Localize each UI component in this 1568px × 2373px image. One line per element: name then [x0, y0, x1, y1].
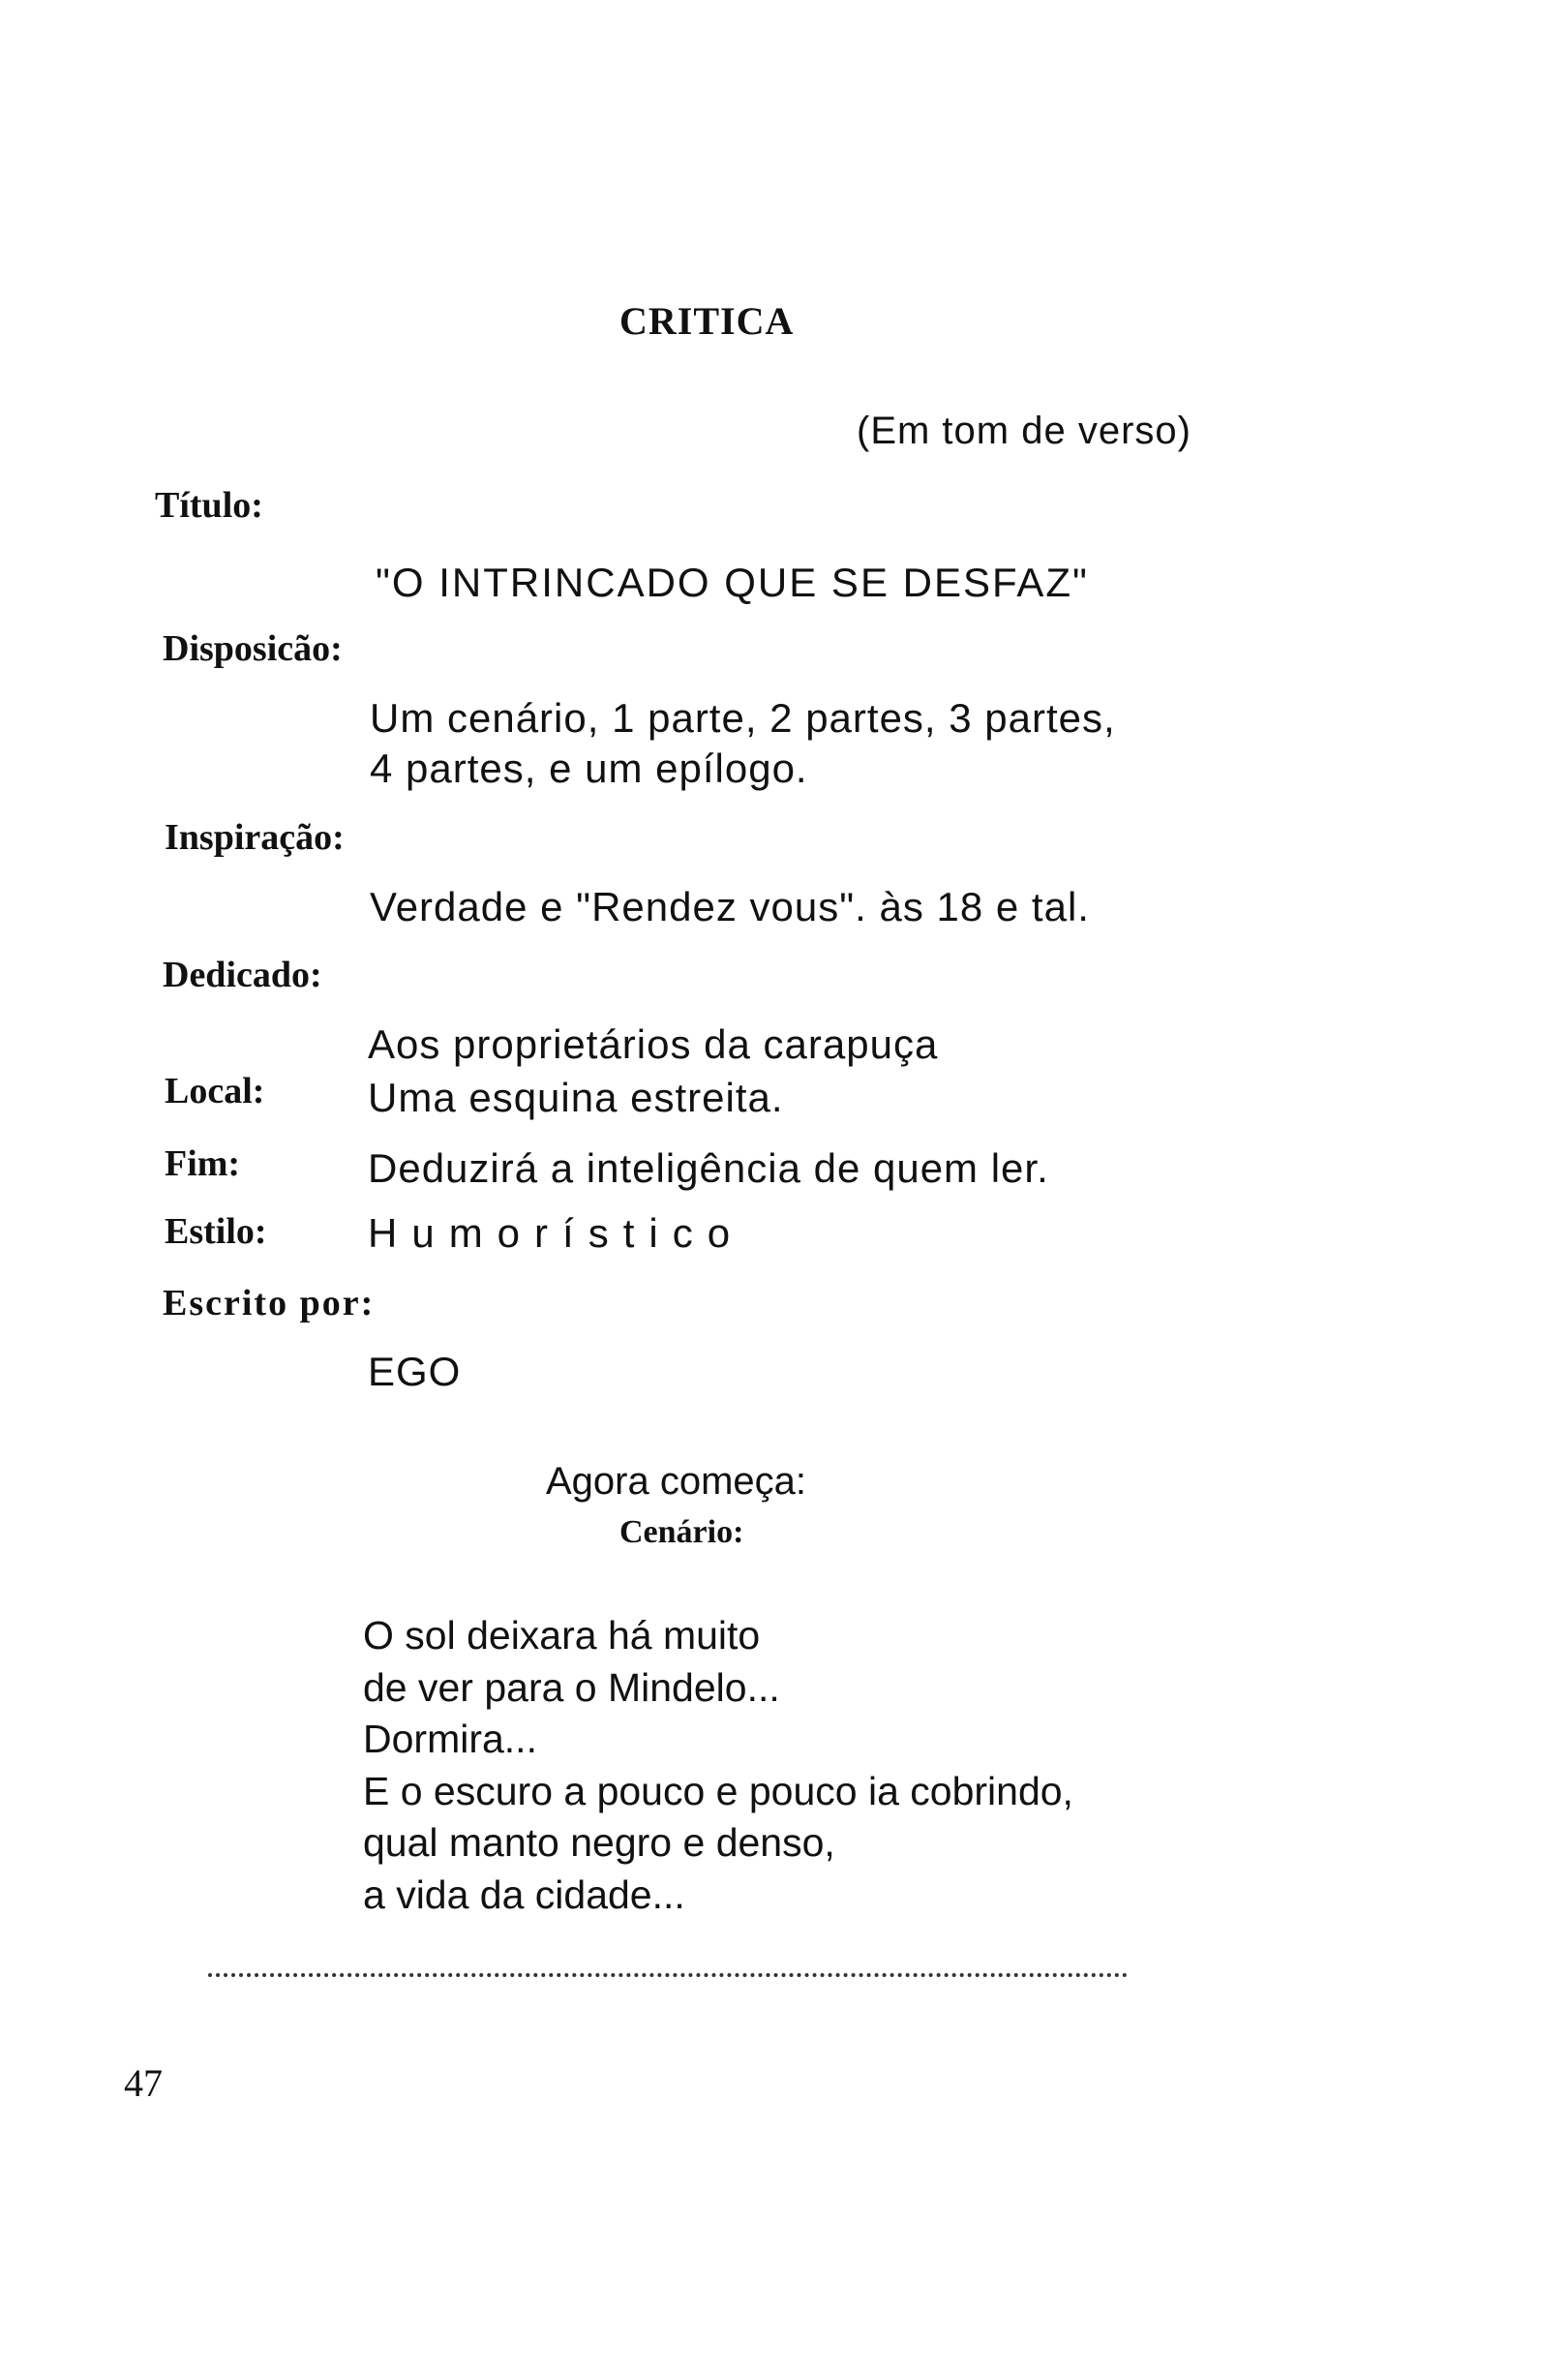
- inspiracao-label: Inspiração:: [165, 817, 345, 858]
- disposicao-label: Disposicão:: [163, 628, 343, 669]
- local-label: Local:: [165, 1071, 265, 1111]
- section-intro: Agora começa:: [546, 1460, 807, 1503]
- page-subtitle: (Em tom de verso): [857, 410, 1191, 452]
- poem-line: a vida da cidade...: [363, 1872, 685, 1917]
- page-number: 47: [124, 2061, 163, 2105]
- fim-value: Deduzirá a inteligência de quem ler.: [368, 1145, 1049, 1191]
- fim-label: Fim:: [165, 1143, 241, 1184]
- disposicao-value-line: Um cenário, 1 parte, 2 partes, 3 partes,: [370, 695, 1116, 741]
- poem-line: de ver para o Mindelo...: [363, 1665, 780, 1710]
- poem-line: Dormira...: [363, 1717, 537, 1761]
- poem-line: O sol deixara há muito: [363, 1613, 761, 1658]
- section-heading: Cenário:: [619, 1514, 744, 1550]
- disposicao-value-line: 4 partes, e um epílogo.: [370, 745, 808, 791]
- poem-line: qual manto negro e denso,: [363, 1820, 835, 1865]
- dotted-divider: [208, 1973, 1128, 1977]
- dedicado-value: Aos proprietários da carapuça: [368, 1021, 939, 1067]
- poem-line: E o escuro a pouco e pouco ia cobrindo,: [363, 1769, 1073, 1813]
- escrito-por-value: EGO: [368, 1349, 462, 1394]
- local-value: Uma esquina estreita.: [368, 1075, 784, 1120]
- estilo-label: Estilo:: [165, 1211, 267, 1252]
- titulo-label: Título:: [155, 485, 263, 526]
- escrito-por-label: Escrito por:: [163, 1283, 376, 1323]
- page-title: CRITICA: [619, 299, 795, 343]
- dedicado-label: Dedicado:: [163, 955, 322, 995]
- titulo-value: "O INTRINCADO QUE SE DESFAZ": [376, 560, 1089, 605]
- inspiracao-value: Verdade e "Rendez vous". às 18 e tal.: [370, 884, 1090, 929]
- estilo-value: Humorístico: [368, 1210, 745, 1256]
